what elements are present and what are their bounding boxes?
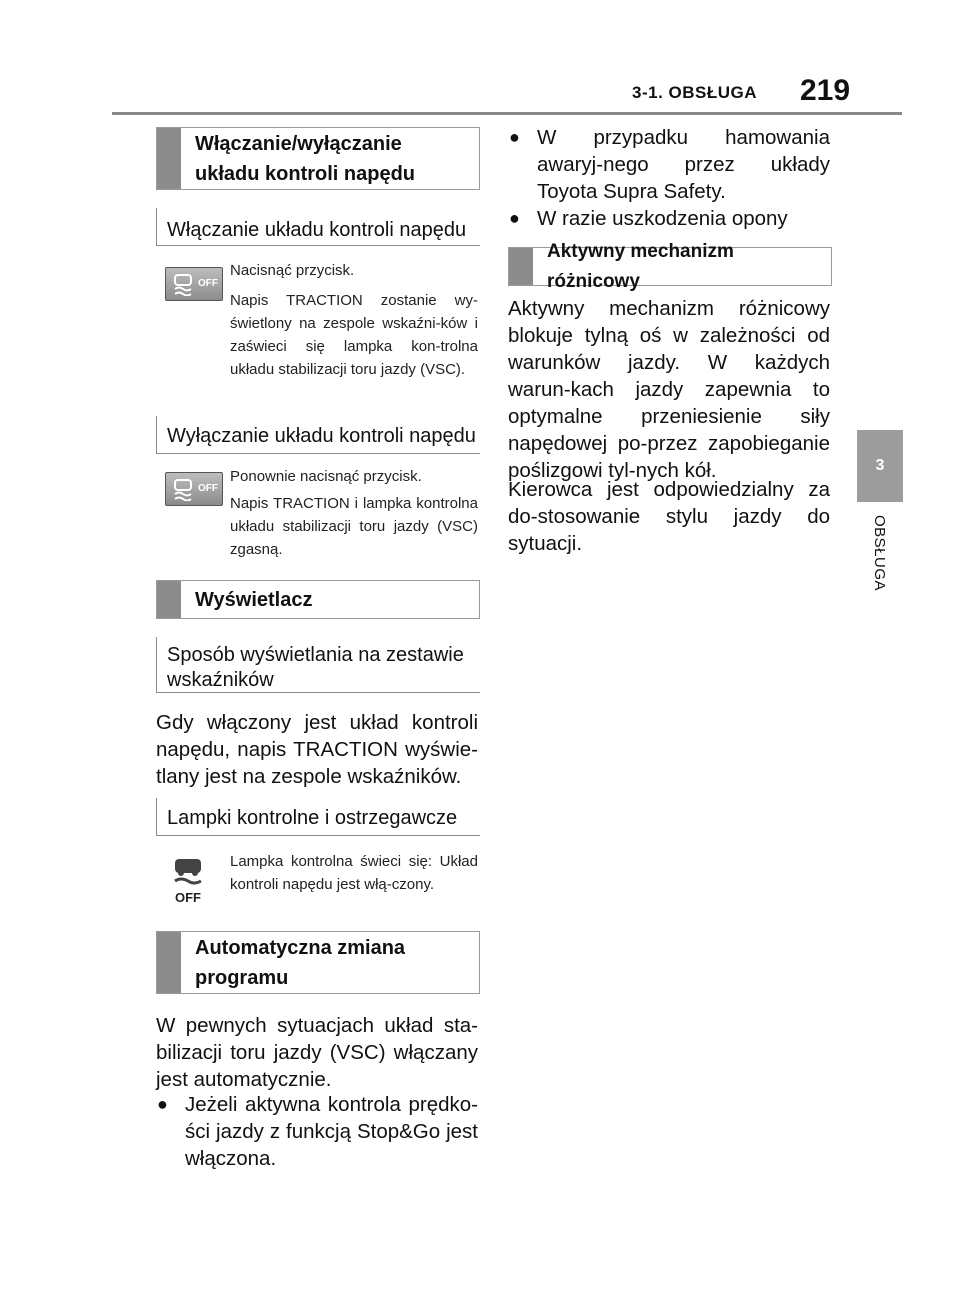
traction-warning-lamp-icon bbox=[172, 857, 204, 905]
section-box-bar bbox=[509, 248, 533, 285]
section-box-bar bbox=[157, 932, 181, 993]
bullet-dot: ● bbox=[509, 127, 520, 147]
enable-description: Napis TRACTION zostanie wy-świetlony na zespole wskaźni-ków i zaświeci się lampka kon-trolna układu stabilizacji toru jazdy (VSC). bbox=[230, 292, 478, 378]
paragraph-driver: Kierowca jest odpowiedzialny za do-stosowanie stylu jazdy do sytuacji. bbox=[508, 478, 830, 555]
skidding-car-icon bbox=[172, 272, 194, 296]
bullet-item-emergency bbox=[509, 124, 830, 205]
subheading-enable: Włączanie układu kontroli napędu bbox=[156, 208, 480, 246]
chapter-tab: 3 bbox=[857, 430, 903, 502]
bullet-dot: ● bbox=[509, 208, 520, 228]
bullet-text: W przypadku hamowania awaryj-nego przez układy Toyota Supra Safety. bbox=[537, 126, 830, 203]
section-title: 3-1. OBSŁUGA bbox=[632, 83, 758, 102]
bullet-item-cruise bbox=[157, 1091, 478, 1172]
section-box-bar bbox=[157, 581, 181, 618]
subheading-indicators: Lampki kontrolne i ostrzegawcze bbox=[156, 798, 480, 836]
section-box-title: Automatyczna zmiana programu bbox=[195, 936, 406, 989]
indicator-description: Lampka kontrolna świeci się: Układ kontroli napędu jest włą-czony. bbox=[230, 853, 478, 893]
subheading-disable: Wyłączanie układu kontroli napędu bbox=[156, 416, 480, 454]
chapter-tab-label: OBSŁUGA bbox=[871, 515, 888, 592]
paragraph-differential: Aktywny mechanizm różnicowy blokuje tylną oś w zależności od warunków jazdy. W każdych warun-kach jazdy zapewnia to optymalne przeniesienie siły napędowej po-przez zapobieganie poślizgowi tyl-nych kół. bbox=[508, 297, 830, 482]
section-box-bar bbox=[157, 128, 181, 189]
disable-step: Ponownie nacisnąć przycisk. bbox=[230, 468, 422, 485]
section-box-display bbox=[156, 580, 480, 619]
traction-off-button-icon bbox=[165, 267, 223, 301]
section-box-title: Włączanie/wyłączanie układu kontroli napędu bbox=[195, 132, 416, 185]
section-box-title: Aktywny mechanizm różnicowy bbox=[547, 240, 734, 292]
header-rule bbox=[112, 112, 902, 115]
bullet-text: W razie uszkodzenia opony bbox=[537, 207, 788, 230]
subheading-display-mode: Sposób wyświetlania na zestawie wskaźników bbox=[156, 637, 480, 693]
section-box-differential bbox=[508, 240, 832, 292]
section-box-traction bbox=[156, 127, 480, 190]
disable-description: Napis TRACTION i lampka kontrolna układu stabilizacji toru jazdy (VSC) zgasną. bbox=[230, 495, 478, 558]
traction-off-button-icon-2 bbox=[165, 472, 223, 506]
bullet-text: Jeżeli aktywna kontrola prędko-ści jazdy z funkcją Stop&Go jest włączona. bbox=[185, 1093, 478, 1170]
lamp-off-text: OFF bbox=[175, 890, 201, 905]
off-label: OFF bbox=[198, 483, 218, 494]
section-box-auto-program bbox=[156, 931, 480, 994]
page-number: 219 bbox=[800, 74, 851, 107]
skidding-car-icon bbox=[172, 477, 194, 501]
bullet-dot: ● bbox=[157, 1094, 168, 1114]
enable-step: Nacisnąć przycisk. bbox=[230, 262, 355, 279]
section-box-title: Wyświetlacz bbox=[195, 588, 313, 611]
paragraph-auto: W pewnych sytuacjach układ sta-bilizacji toru jazdy (VSC) włączany jest automatycznie. bbox=[156, 1014, 478, 1091]
paragraph-display: Gdy włączony jest układ kontroli napędu, napis TRACTION wyświe-tlany jest na zespole wskaźników. bbox=[156, 711, 478, 788]
bullet-item-tyre bbox=[509, 205, 830, 232]
off-label: OFF bbox=[198, 278, 218, 289]
